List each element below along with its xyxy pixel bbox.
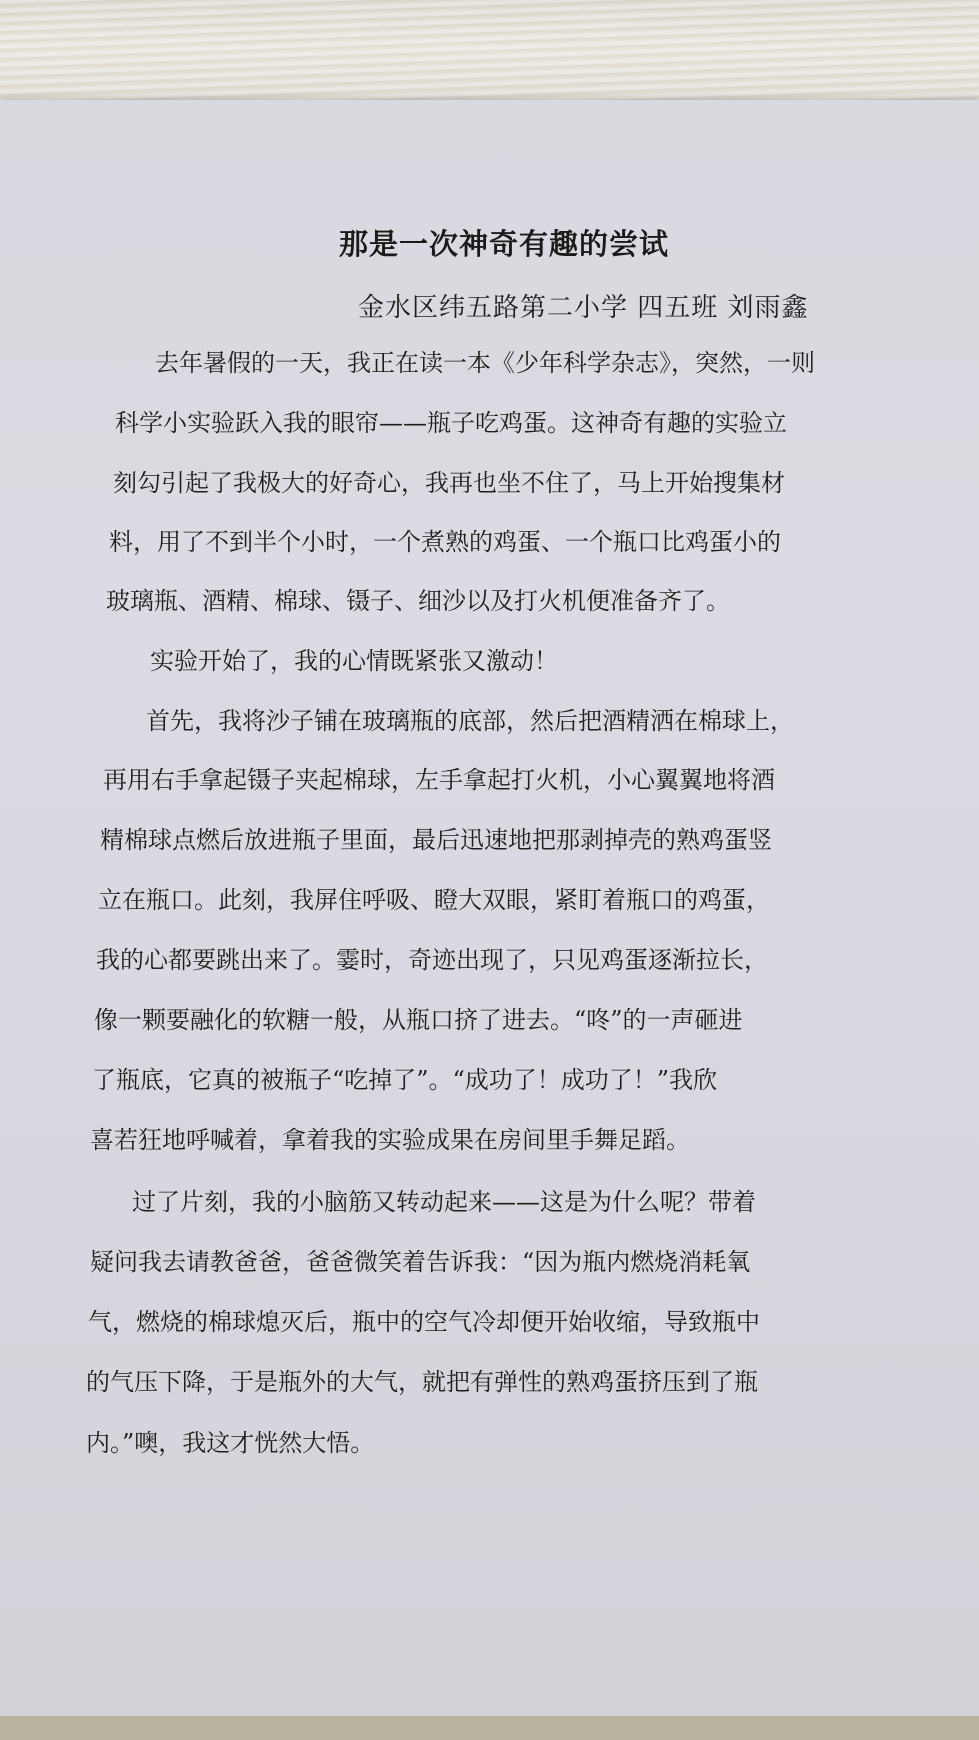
paragraph-line: 首先，我将沙子铺在玻璃瓶的底部，然后把酒精洒在棉球上， xyxy=(146,707,794,735)
essay-author: 金水区纬五路第二小学 四五班 刘雨鑫 xyxy=(358,293,809,323)
paragraph-line: 料，用了不到半个小时，一个煮熟的鸡蛋、一个瓶口比鸡蛋小的 xyxy=(109,528,781,556)
paragraph-line: 再用右手拿起镊子夹起棉球，左手拿起打火机，小心翼翼地将酒 xyxy=(103,766,775,794)
paragraph-line: 科学小实验跃入我的眼帘——瓶子吃鸡蛋。这神奇有趣的实验立 xyxy=(115,409,787,437)
paragraph-line: 疑问我去请教爸爸，爸爸微笑着告诉我：“因为瓶内燃烧消耗氧 xyxy=(90,1248,751,1276)
table-edge xyxy=(0,1716,979,1740)
paragraph-line: 我的心都要跳出来了。霎时，奇迹出现了，只见鸡蛋逐渐拉长， xyxy=(96,946,768,974)
paragraph-line: 了瓶底，它真的被瓶子“吃掉了”。“成功了！成功了！”我欣 xyxy=(92,1066,718,1094)
paragraph-line: 气，燃烧的棉球熄灭后，瓶中的空气冷却便开始收缩，导致瓶中 xyxy=(88,1308,760,1336)
paragraph-line: 像一颗要融化的软糖一般，从瓶口挤了进去。“咚”的一声砸进 xyxy=(94,1006,743,1034)
paragraph-line: 去年暑假的一天，我正在读一本《少年科学杂志》，突然，一则 xyxy=(155,349,815,377)
paragraph-line: 内。”噢，我这才恍然大悟。 xyxy=(86,1429,375,1457)
essay-title: 那是一次神奇有趣的尝试 xyxy=(338,227,669,261)
paragraph-line: 喜若狂地呼喊着，拿着我的实验成果在房间里手舞足蹈。 xyxy=(90,1126,690,1154)
paragraph-line: 实验开始了，我的心情既紧张又激动！ xyxy=(150,647,558,675)
paragraph-line: 立在瓶口。此刻，我屏住呼吸、瞪大双眼，紧盯着瓶口的鸡蛋， xyxy=(98,886,770,914)
paragraph-line: 刻勾引起了我极大的好奇心，我再也坐不住了，马上开始搜集材 xyxy=(113,469,785,497)
paragraph-line: 的气压下降，于是瓶外的大气，就把有弹性的熟鸡蛋挤压到了瓶 xyxy=(86,1368,758,1396)
paragraph-line: 过了片刻，我的小脑筋又转动起来——这是为什么呢？带着 xyxy=(132,1188,756,1216)
paragraph-line: 玻璃瓶、酒精、棉球、镊子、细沙以及打火机便准备齐了。 xyxy=(106,587,730,615)
paragraph-line: 精棉球点燃后放进瓶子里面，最后迅速地把那剥掉壳的熟鸡蛋竖 xyxy=(100,826,772,854)
